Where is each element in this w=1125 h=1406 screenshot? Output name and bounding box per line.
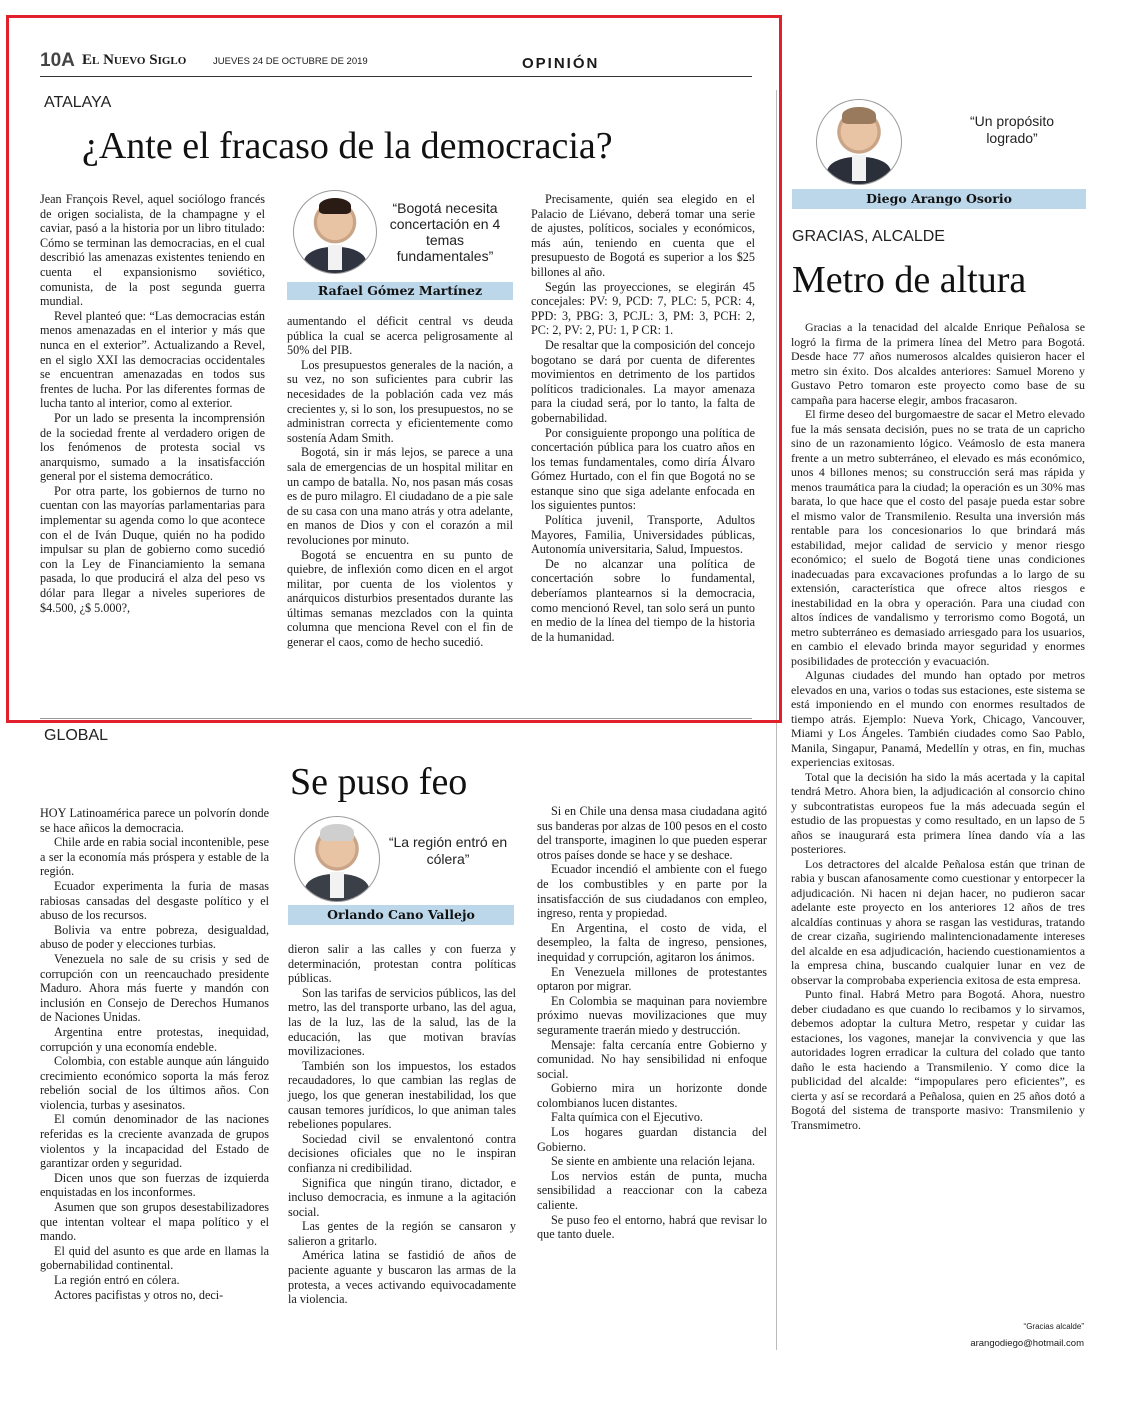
newspaper-masthead: El Nuevo Siglo bbox=[82, 52, 187, 68]
article3-p5: Los detractores del alcalde Peñalosa están que trinan de rabia y buscan afanosamente como cuestionar y entorpecer la adjudicación. Ni hacen ni dejan hacer, no pudieron sacar adelante este proyecto en los anteriores 12 años de tres alcaldías continuas y ahora se rasgan las vestiduras, tratando de crear cizaña, sugiriendo malintencionadamente intereses del alcalde en esa adjudicación, haciendo cuestionamientos a la empresa china, buscando cualquier lunar en vez de observar la comprobaba experiencia exitosa de esta empresa. bbox=[791, 856, 1085, 987]
article2-col1-p13: Actores pacifistas y otros no, deci- bbox=[54, 1287, 224, 1302]
article2-col2-p7: América latina se fastidió de años de paciente aguante y buscaron las armas de la protesta, a veces activando equivocadamente la violencia. bbox=[288, 1248, 516, 1307]
article2-headline: Se puso feo bbox=[290, 761, 468, 803]
article1-col3-p1: Precisamente, quién sea elegido en el Palacio de Liévano, deberá tomar una serie de ajustes, políticos, sociales y económicos, más aún, teniendo en cuenta que el presupuesto de Bogotá es superior a los $25 billones al año. bbox=[531, 192, 755, 279]
author-name: Diego Arango Osorio bbox=[792, 189, 1086, 209]
article2-col1-p12: La región entró en cólera. bbox=[54, 1273, 180, 1287]
article2-col1-p10: Asumen que son grupos desestabilizadores que intentan voltear el mapa político y el mando. bbox=[40, 1200, 269, 1244]
author-quote: “Un propósito logrado” bbox=[969, 113, 1055, 146]
article2-col1-p5: Venezuela no sale de su crisis y sed de corrupción con un reencauchado presidente Maduro. Ahora más fuerte y mandón con inclusión en Consejo de Derechos Humanos de Naciones Unidas. bbox=[40, 951, 269, 1025]
author-photo bbox=[294, 816, 380, 902]
article2-col3-p8: Falta química con el Ejecutivo. bbox=[551, 1110, 703, 1125]
article1-col3-p6: De no alcanzar una política de concertación sobre lo fundamental, deberíamos plantearnos si la democracia, como mencionó Revel, tan solo será un punto en medio de la línea del tiempo de la historia de la humanidad. bbox=[531, 556, 755, 644]
article2-col2-p3: También son los impuestos, los estados recaudadores, lo que cambian las reglas de juego, los que generan inestabilidad, los que causan temores jurídicos, lo que animan tales rebeliones populares. bbox=[288, 1058, 516, 1132]
article3-footer-note: “Gracias alcalde” bbox=[1023, 1322, 1084, 1331]
article1-col3-p5: Política juvenil, Transporte, Adultos Mayores, Familia, Universidades públicas, Autonomía universitaria, Salud, Impuestos. bbox=[531, 513, 755, 557]
article2-col3-p2: Ecuador incendió el ambiente con el fuego de los combustibles y en parte por la insatisfacción de sus ciudadanos con empleo, ingreso, renta y propiedad. bbox=[537, 862, 767, 921]
article2-col1-p4: Bolivia va entre pobreza, desigualdad, abuso de poder y elecciones turbias. bbox=[40, 922, 269, 952]
article1-col2-p4: Bogotá se encuentra en su punto de quiebre, de inflexión como dicen en el argot militar, por cuenta de los violentos y anárquicos disturbios presentados durante las últimas semanas mezclados con la quinta columna que menciona Revel con el fin de generar el caos, como de hecho sucedió. bbox=[287, 547, 513, 650]
article3-p3: Algunas ciudades del mundo han optado por metros elevados en una, varios o todas sus estaciones, este sistema se está imponiendo en el mundo con enormes resultados de tiempo atrás. Ejemplo: Nueva York, Chicago, Vancouver, Miami y Los Ángeles. También ciudades como Sao Pablo, Manila, Singapur, Panamá, Medellín y otras, en fin, muchas experiencias exitosas. bbox=[791, 668, 1085, 769]
article2-col1-p3: Ecuador experimenta la furia de masas rabiosas cansadas del desgaste político y el abuso de los recursos. bbox=[40, 878, 269, 923]
article2-col2-p6: Las gentes de la región se cansaron y salieron a gritarlo. bbox=[288, 1219, 516, 1248]
article2-col1-p9: Dicen unos que son fuerzas de izquierda enquistadas en los inconformes. bbox=[40, 1170, 269, 1200]
article2-author-box bbox=[288, 812, 514, 930]
page-number: 10A bbox=[40, 50, 75, 71]
article1-col1-p3: Por un lado se presenta la incomprensión de la sociedad frente al verdadero origen de los fenómenos de protesta social vs anarquismo, sumado a la insatisfacción general por el sistema democrático. bbox=[40, 410, 265, 484]
article2-column-1 bbox=[40, 806, 269, 1302]
author-quote: “La región entró en cólera” bbox=[388, 834, 508, 867]
article1-col1-p2: Revel planteó que: “Las democracias están menos amenazadas en el interior y más que nunca en el exterior”. Actualizando a Revel, en el siglo XXI las democracias occidentales se encuentran amenazadas en todos sus frentes de lucha. Por las diferentes formas de lucha tanto al interior, como al exterior. bbox=[40, 308, 265, 411]
article2-col3-p12: Se puso feo el entorno, habrá que revisar lo que tanto duele. bbox=[537, 1212, 767, 1242]
article2-col3-p6: Mensaje: falta cercanía entre Gobierno y comunidad. No hay sensibilidad ni enfoque social. bbox=[537, 1037, 767, 1081]
author-photo bbox=[816, 99, 902, 185]
article3-author-box bbox=[792, 95, 1086, 213]
article1-headline: ¿Ante el fracaso de la democracia? bbox=[82, 125, 613, 167]
article2-col1-p7: Colombia, con estable aunque aún lánguido crecimiento económico soporta la más feroz rebelión social de los últimos años. Con violencia, turbas y asesinatos. bbox=[40, 1054, 269, 1112]
article2-col3-p4: En Venezuela millones de protestantes optaron por migrar. bbox=[537, 964, 767, 994]
article2-col1-p6: Argentina entre protestas, inequidad, corrupción y una economía endeble. bbox=[40, 1024, 269, 1054]
article2-col2-p2: Son las tarifas de servicios públicos, las del metro, las del transporte urbano, las del agua, las de la luz, las de la salud, las de la educación, las que motivan bravías movilizaciones. bbox=[288, 985, 516, 1059]
issue-date: JUEVES 24 DE OCTUBRE DE 2019 bbox=[213, 56, 368, 67]
article3-kicker: GRACIAS, ALCALDE bbox=[792, 228, 945, 245]
article2-col1-p2: Chile arde en rabia social incontenible, pese a ser la economía más próspera y estable de la región. bbox=[40, 835, 269, 879]
author-email: arangodiego@hotmail.com bbox=[970, 1338, 1084, 1349]
author-name: Orlando Cano Vallejo bbox=[288, 905, 514, 925]
article3-p6: Punto final. Habrá Metro para Bogotá. Ahora, nuestro deber ciudadano es que cuando lo recibamos y lo sirvamos, debemos adoptar la cultura Metro, respetar y cuidar las estaciones, los vagones, manejar la convivencia y que las autoridades logren erradicar la cultura del colado que tanto daño le esta haciendo a Transmilenio. Y como dice la publicidad del alcalde: “impopulares pero eficientes”, es cierta y así se recordará a Peñalosa, quien en 25 años dotó a Bogotá del sistema de transporte masivo: Transmilenio y Transmimetro. bbox=[791, 987, 1085, 1132]
article2-col2-p4: Sociedad civil se envalentonó contra decisiones oficiales que no le inspiran confianza ni credibilidad. bbox=[288, 1131, 516, 1175]
article1-col3-p3: De resaltar que la composición del concejo bogotano se dará por cuenta de diferentes movimientos en detrimento de los partidos políticos tradicionales. La mayor amenaza para la ciudad será, por lo tanto, la falta de gobernabilidad. bbox=[531, 337, 755, 425]
article2-col3-p9: Los hogares guardan distancia del Gobierno. bbox=[537, 1125, 767, 1154]
article3-p2: El firme deseo del burgomaestre de sacar el Metro elevado fue la más sensata decisión, pues no se trata de un capricho sino de un razonamiento lógico. Veámoslo de esta manera frente a un metro subterráneo, el elevado es más económico, unos 4 billones menos; su construcción será mas rápida y menos traumática para la ciudad; la operación es un 30% mas barata, lo que hace que el costo del pasaje pueda estar sobre el mismo valor de Transmilenio. Resulta una inversión más rentable para los concesionarios lo que brindará más estabilidad, mejor calidad de servicio y menor riesgo económico; el suelo de Bogotá tiene unas condiciones inadecuadas para excavaciones profundas a lo largo de su extensión, característica que ofrece altos riesgos e inestabilidad en la obra y operación. Para una ciudad con altos índices de vandalismo y terrorismo como Bogotá, un metro subterráneo es demasiado arriesgado para los usuarios, en cambio el elevado brinda mayor seguridad y enormes posibilidades de protección y evacuación. bbox=[791, 407, 1085, 668]
article1-col3-p4: Por consiguiente propongo una política de concertación pública para los cuatro años en los temas fundamentales, como diría Álvaro Gómez Hurtado, con el fin que Bogotá no se estanque sino que siga adelante enfocada en los siguientes puntos: bbox=[531, 425, 755, 513]
article2-kicker: GLOBAL bbox=[44, 727, 109, 744]
article1-col2-p2: Los presupuestos generales de la nación, a su vez, no son suficientes para cubrir las necesidades de la población cada vez más crecientes y, si lo son, los presupuestos, no se administran correcta y eficientemente como sostenía Adam Smith. bbox=[287, 357, 513, 445]
article2-col3-p1: Si en Chile una densa masa ciudadana agitó sus banderas por alzas de 100 pesos en el costo del transporte, imaginen lo que pueden esperar otros países donde se hace y se deshace. bbox=[537, 804, 767, 862]
article3-p1: Gracias a la tenacidad del alcalde Enrique Peñalosa se logró la firma de la primera línea del Metro para Bogotá. Desde hace 77 años numerosos alcaldes quisieron hacer el metro sin éxito. Dos alcaldes anteriores: Samuel Moreno y Gustavo Petro tomaron este proyecto como base de su campaña para hacerse elegir, ambos fracasaron. bbox=[791, 320, 1085, 407]
article2-col1-p11: El quid del asunto es que arde en llamas la gobernabilidad continental. bbox=[40, 1243, 269, 1273]
article1-col2-p3: Bogotá, sin ir más lejos, se parece a una sala de emergencias de un hospital militar en un campo de batalla. No, nos pasan más cosas es de puro milagro. El ciudadano de a pie sale de su casa con una mano atrás y otra adelante, en manos de Dios y con el corazón a mil revoluciones por minuto. bbox=[287, 445, 513, 547]
article3-body bbox=[791, 320, 1085, 1132]
article3-headline: Metro de altura bbox=[792, 259, 1027, 301]
article1-col2-p1: aumentando el déficit central vs deuda pública la cual se acerca peligrosamente al 50% del PIB. bbox=[287, 314, 513, 358]
article2-column-2 bbox=[288, 942, 516, 1307]
article2-col3-p7: Gobierno mira un horizonte donde colombianos lucen distantes. bbox=[537, 1081, 767, 1110]
section-title: OPINIÓN bbox=[522, 55, 600, 72]
article1-col1-p4: Por otra parte, los gobiernos de turno no cuentan con las mayorías parlamentarias para implementar su agenda como lo que acontece con el de Iván Duque, quién no ha podido impulsar su plan de gobierno como sucedió con la Ley de Financiamiento la semana pasada, lo que producirá el alza del peso vs dólar para llegar a niveles superiores de $4.500, ¿$ 5.000?, bbox=[40, 483, 265, 615]
article2-col3-p5: En Colombia se maquinan para noviembre próximo nuevas movilizaciones que muy seguramente traerán miedo y destrucción. bbox=[537, 993, 767, 1037]
article1-col1-p1: Jean François Revel, aquel sociólogo francés de origen socialista, de la champagne y el caviar, pasó a la historia por un libro titulado: Cómo se terminan las democracias, en el cual describió las amenazas existentes teniendo en cuenta el expansionismo soviético, comunista, de la post segunda guerra mundial. bbox=[40, 192, 265, 309]
article2-col2-p5: Significa que ningún tirano, dictador, e incluso democracia, es inmune a la agitación social. bbox=[288, 1175, 516, 1219]
article2-col3-p10: Se siente en ambiente una relación lejana. bbox=[551, 1154, 756, 1169]
highlight-box bbox=[6, 15, 782, 723]
article2-col1-p8: El común denominador de las naciones referidas es la creciente avanzada de grupos violentos y la incapacidad del Estado de garantizar orden y seguridad. bbox=[40, 1112, 269, 1171]
article2-col3-p3: En Argentina, el costo de vida, el desempleo, la falta de ingreso, pensiones, inequidad y corrupción, agitaron los ánimos. bbox=[537, 920, 767, 964]
author-quote: “Bogotá necesita concertación en 4 temas fundamentales” bbox=[389, 200, 501, 264]
author-name: Rafael Gómez Martínez bbox=[287, 282, 513, 300]
article1-kicker: ATALAYA bbox=[44, 94, 112, 111]
article2-col1-p1: HOY Latinoamérica parece un polvorín donde se hace añicos la democracia. bbox=[40, 806, 269, 835]
article3-p4: Total que la decisión ha sido la más acertada y la capital tendrá Metro. Ahora bien, la adjudicación al consorcio chino y subcontratistas europeos fue la más adecuada según el estudio de las propuestas y como resultado, en un lapso de 5 años se inaugurará esta primera línea dando vía a las posteriores. bbox=[791, 769, 1085, 856]
article2-col2-p1: dieron salir a las calles y con fuerza y determinación, protestan contra políticas públicas. bbox=[288, 942, 516, 986]
article2-col3-p11: Los nervios están de punta, mucha sensibilidad a reaccionar con la cabeza caliente. bbox=[537, 1168, 767, 1213]
article1-col3-p2: Según las proyecciones, se elegirán 45 concejales: PV: 9, PCD: 7, PLC: 5, PCR: 4, PPD: 3, PBG: 3, PCJL: 3, PM: 3, PCH: 2, PC: 2, PV: 2, PU: 1, P CR: 1. bbox=[531, 279, 755, 338]
article2-column-3 bbox=[537, 804, 767, 1242]
